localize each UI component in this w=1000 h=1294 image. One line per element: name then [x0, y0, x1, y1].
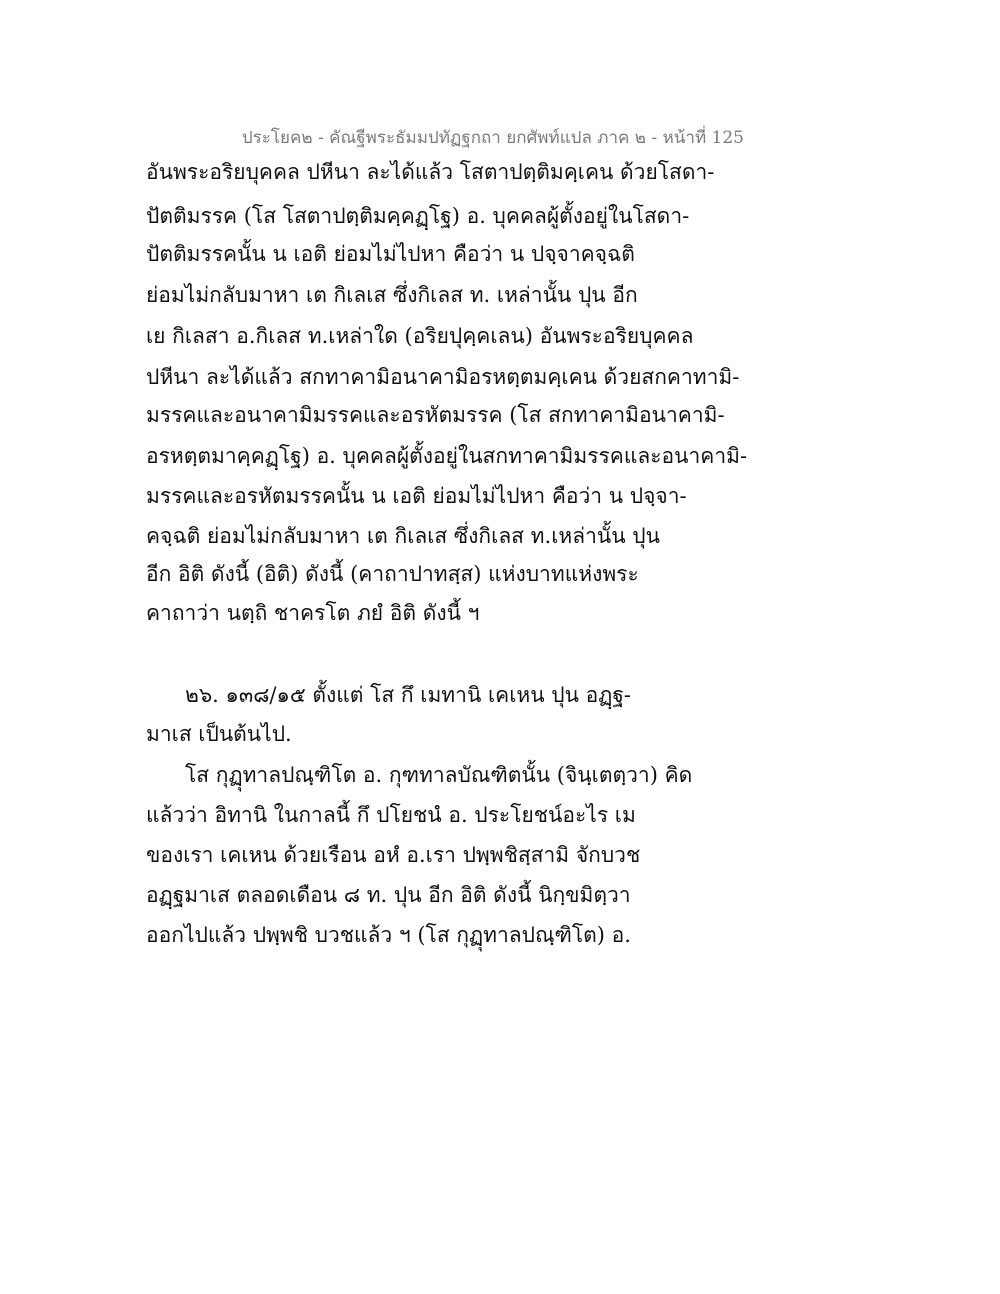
body-line: อฏฺฐมาเส ตลอดเดือน ๘ ท. ปุน อีก อิติ ดังนี้ นิกฺขมิตฺวา	[146, 883, 631, 907]
body-line: ย่อมไม่กลับมาหา เต กิเลเส ซึ่งกิเลส ท. เหล่านั้น ปุน อีก	[146, 283, 638, 307]
body-line: อีก อิติ ดังนี้ (อิติ) ดังนี้ (คาถาปาทสฺส) แห่งบาทแห่งพระ	[146, 562, 639, 586]
section-heading-continuation: มาเส เป็นต้นไป.	[146, 722, 292, 746]
body-line: คาถาว่า นตฺถิ ชาครโต ภยํ อิติ ดังนี้ ฯ	[146, 601, 480, 625]
body-line: อรหตฺตมาคฺคฏฺโฐ) อ. บุคคลผู้ตั้งอยู่ในสกทาคามิมรรคและอนาคามิ-	[146, 444, 748, 468]
running-header: ประโยค๒ - คัณฐีพระธัมมปทัฏฐกถา ยกศัพท์แปล ภาค ๒ - หน้าที่ 125	[241, 128, 744, 148]
section-heading: ๒๖. ๑๓๘/๑๕ ตั้งแต่ โส กึ เมทานิ เคเหน ปุน อฏฺฐ-	[185, 683, 632, 707]
body-line: ปัตติมรรค (โส โสตาปตฺติมคฺคฏฺโฐ) อ. บุคคลผู้ตั้งอยู่ในโสดา-	[146, 204, 690, 228]
body-line: ออกไปแล้ว ปพฺพชิ บวชแล้ว ฯ (โส กุฏุทาลปณฺฑิโต) อ.	[146, 923, 631, 947]
body-line: อันพระอริยบุคคล ปหีนา ละได้แล้ว โสตาปตฺติมคฺเคน ด้วยโสดา-	[146, 160, 715, 184]
body-line: แล้วว่า อิทานิ ในกาลนี้ กึ ปโยชนํ อ. ประโยชน์อะไร เม	[146, 803, 636, 827]
body-line: คจฺฉติ ย่อมไม่กลับมาหา เต กิเลเส ซึ่งกิเลส ท.เหล่านั้น ปุน	[146, 524, 660, 548]
body-line: ปัตติมรรคนั้น น เอติ ย่อมไม่ไปหา คือว่า น ปจฺจาคจฺฉติ	[146, 242, 635, 266]
body-line: มรรคและอรหัตมรรคนั้น น เอติ ย่อมไม่ไปหา คือว่า น ปจฺจา-	[146, 484, 687, 508]
body-line: มรรคและอนาคามิมรรคและอรหัตมรรค (โส สกทาคามิอนาคามิ-	[146, 403, 725, 427]
body-line: ของเรา เคเหน ด้วยเรือน อหํ อ.เรา ปพฺพชิสฺสามิ จักบวช	[146, 843, 641, 867]
body-line: เย กิเลสา อ.กิเลส ท.เหล่าใด (อริยปุคฺคเลน) อันพระอริยบุคคล	[146, 324, 694, 348]
body-line: ปหีนา ละได้แล้ว สกทาคามิอนาคามิอรหตฺตมคฺเคน ด้วยสกคาทามิ-	[146, 365, 740, 389]
body-line: โส กุฏุทาลปณฺฑิโต อ. กุฑทาลบัณฑิตนั้น (จินฺเตตฺวา) คิด	[185, 763, 693, 787]
